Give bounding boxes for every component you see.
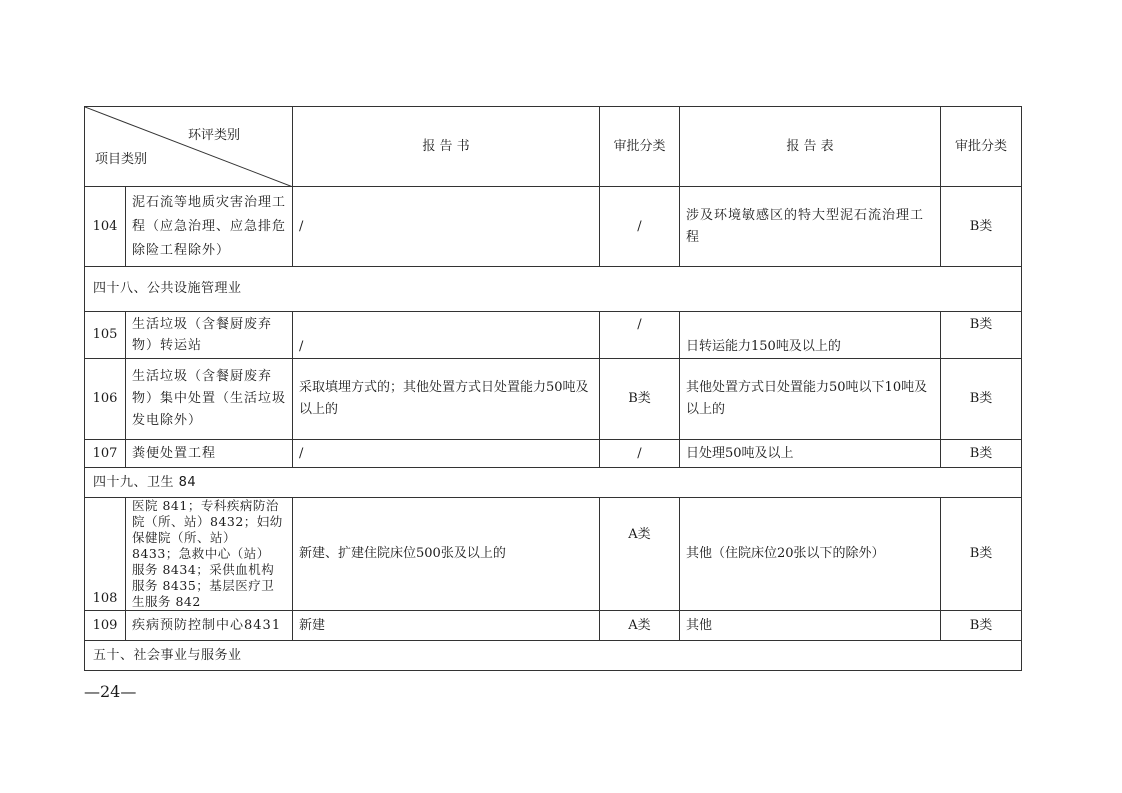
section-title: 四十九、卫生 84 [85, 468, 1022, 498]
header-approval-class-2: 审批分类 [941, 107, 1022, 187]
row-number: 106 [85, 359, 126, 440]
table-row [85, 312, 1022, 359]
approval-class: B类 [600, 359, 680, 440]
approval-class: A类 [600, 498, 680, 611]
report-book-criteria: 新建 [293, 611, 600, 641]
report-form-criteria: 涉及环境敏感区的特大型泥石流治理工程 [680, 187, 941, 267]
section-row [85, 468, 1022, 498]
report-book-criteria: / [293, 187, 600, 267]
project-category: 泥石流等地质灾害治理工程（应急治理、应急排危除险工程除外） [126, 187, 293, 267]
approval-class: / [600, 312, 680, 359]
section-row [85, 641, 1022, 671]
diagonal-line [85, 107, 293, 187]
header-report-book: 报 告 书 [293, 107, 600, 187]
approval-class: B类 [941, 187, 1022, 267]
diagonal-header-cell [85, 107, 293, 187]
report-book-criteria: / [293, 440, 600, 468]
approval-class: B类 [941, 611, 1022, 641]
project-category: 医院 841；专科疾病防治院（所、站）8432；妇幼保健院（所、站） 8433；急救中心（站） 服务 8434；采供血机构服务 8435；基层医疗卫生服务 842 [126, 498, 293, 611]
table-row [85, 359, 1022, 440]
section-title: 四十八、公共设施管理业 [85, 267, 1022, 312]
row-number: 105 [85, 312, 126, 359]
approval-class: B类 [941, 498, 1022, 611]
report-form-criteria: 其他处置方式日处置能力50吨以下10吨及以上的 [680, 359, 941, 440]
approval-class: B类 [941, 440, 1022, 468]
table-row [85, 498, 1022, 611]
approval-class: A类 [600, 611, 680, 641]
report-form-criteria: 日处理50吨及以上 [680, 440, 941, 468]
report-book-criteria: / [293, 312, 600, 359]
approval-class: / [600, 187, 680, 267]
report-form-criteria: 其他 [680, 611, 941, 641]
report-book-criteria: 新建、扩建住院床位500张及以上的 [293, 498, 600, 611]
approval-class: B类 [941, 312, 1022, 359]
row-number: 108 [85, 498, 126, 611]
report-form-criteria: 日转运能力150吨及以上的 [680, 312, 941, 359]
eia-classification-table [84, 106, 1022, 671]
section-row [85, 267, 1022, 312]
row-number: 109 [85, 611, 126, 641]
report-book-criteria: 采取填埋方式的；其他处置方式日处置能力50吨及以上的 [293, 359, 600, 440]
table-row [85, 440, 1022, 468]
row-number: 104 [85, 187, 126, 267]
report-form-criteria: 其他（住院床位20张以下的除外） [680, 498, 941, 611]
table-row [85, 187, 1022, 267]
table-row [85, 611, 1022, 641]
header-report-form: 报 告 表 [680, 107, 941, 187]
project-category: 生活垃圾（含餐厨废弃物）转运站 [126, 312, 293, 359]
header-eia-category: 环评类别 [187, 128, 240, 143]
approval-class: B类 [941, 359, 1022, 440]
page-number: —24— [84, 682, 137, 701]
header-approval-class-1: 审批分类 [600, 107, 680, 187]
project-category: 疾病预防控制中心8431 [126, 611, 293, 641]
header-project-category: 项目类别 [95, 152, 148, 167]
table-header-row [85, 107, 1022, 187]
row-number: 107 [85, 440, 126, 468]
section-title: 五十、社会事业与服务业 [85, 641, 1022, 671]
project-category: 生活垃圾（含餐厨废弃物）集中处置（生活垃圾发电除外） [126, 359, 293, 440]
project-category: 粪便处置工程 [126, 440, 293, 468]
approval-class: / [600, 440, 680, 468]
